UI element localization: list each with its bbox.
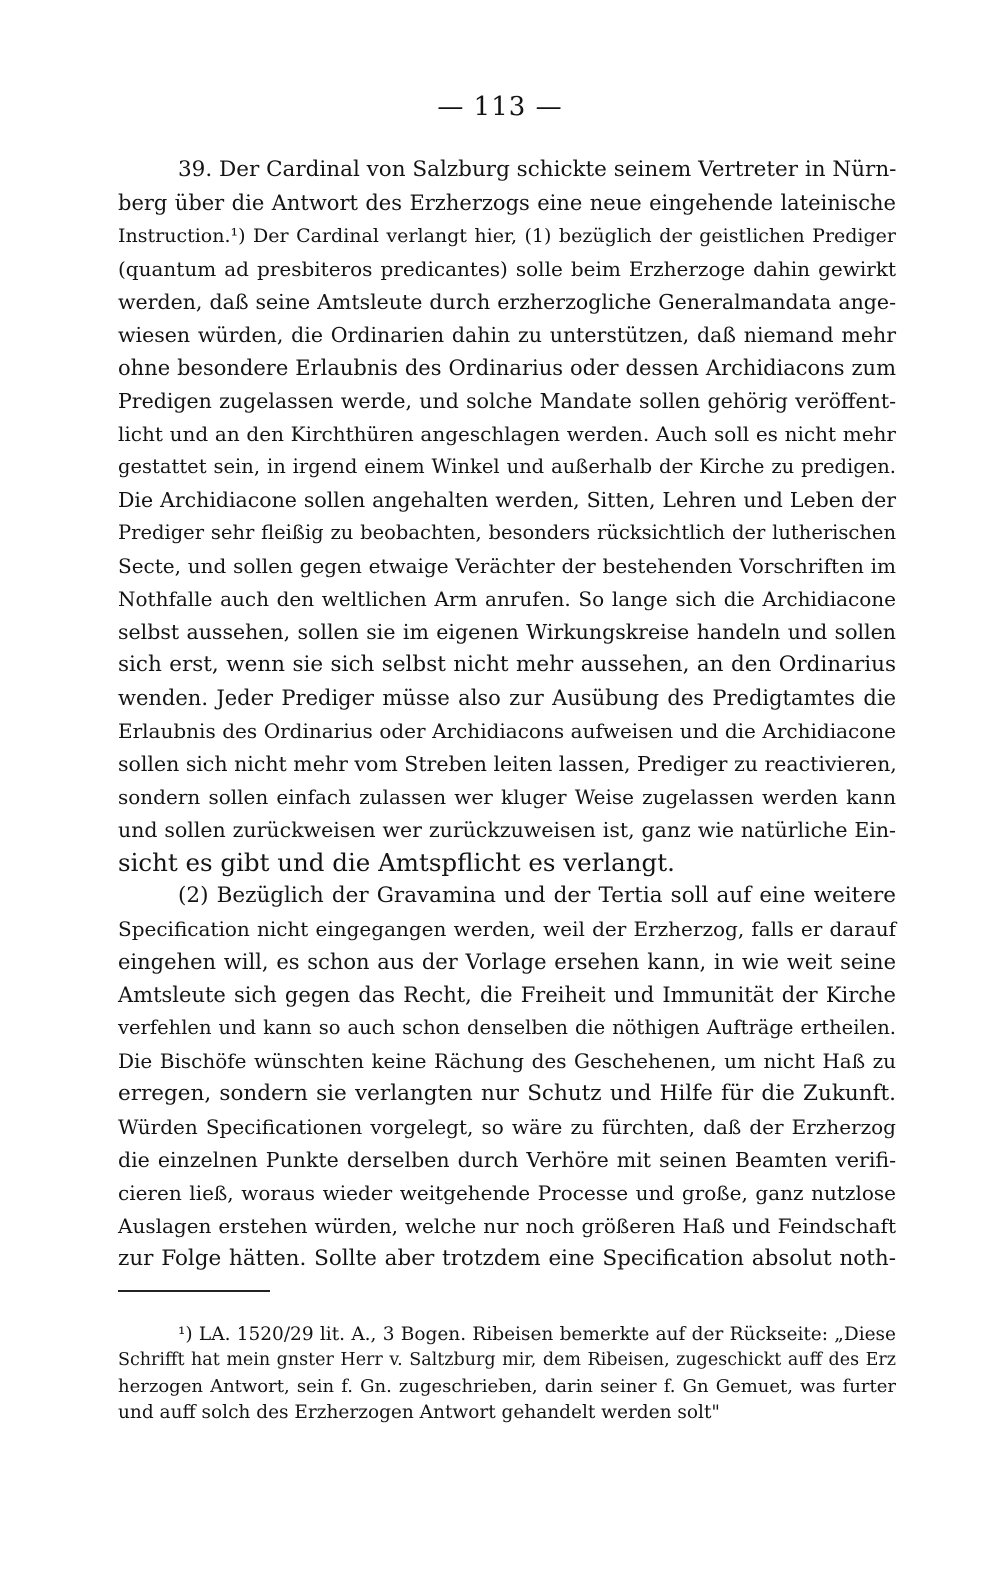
text-line: die einzelnen Punkte derselben durch Verhöre mit seinen Beamten verifi- xyxy=(118,1148,896,1172)
text-line: 39. Der Cardinal von Salzburg schickte seinem Vertreter in Nürn- xyxy=(178,157,897,182)
text-line: ohne besondere Erlaubnis des Ordinarius oder dessen Archidiacons zum xyxy=(118,356,896,380)
footnote-line: und auff solch des Erzherzogen Antwort gehandelt werden solt" xyxy=(118,1402,720,1423)
text-line: und sollen zurückweisen wer zurückzuweisen ist, ganz wie natürliche Ein- xyxy=(118,818,896,842)
text-line: Die Archidiacone sollen angehalten werden, Sitten, Lehren und Leben der xyxy=(118,488,896,512)
text-line: sich erst, wenn sie sich selbst nicht mehr aussehen, an den Ordinarius xyxy=(118,652,896,677)
text-line: Auslagen erstehen würden, welche nur noch größeren Haß und Feindschaft xyxy=(118,1214,896,1238)
text-line: Predigen zugelassen werde, und solche Mandate sollen gehörig veröffent- xyxy=(118,389,896,413)
page-number: — 113 — xyxy=(437,92,563,122)
text-line: verfehlen und kann so auch schon denselben die nöthigen Aufträge ertheilen. xyxy=(118,1016,896,1039)
footnote-line: herzogen Antwort, sein f. Gn. zugeschrieben, darin seiner f. Gn Gemuet, was furter xyxy=(118,1376,896,1397)
text-line: eingehen will, es schon aus der Vorlage ersehen kann, in wie weit seine xyxy=(118,950,896,974)
text-line: selbst aussehen, sollen sie im eigenen Wirkungskreise handeln und sollen xyxy=(118,620,896,644)
text-line: werden, daß seine Amtsleute durch erzherzogliche Generalmandata ange- xyxy=(118,290,896,314)
text-line: sicht es gibt und die Amtspflicht es verlangt. xyxy=(118,848,675,877)
text-line: licht und an den Kirchthüren angeschlagen werden. Auch soll es nicht mehr xyxy=(118,422,896,446)
text-line: zur Folge hätten. Sollte aber trotzdem eine Specification absolut noth- xyxy=(118,1246,896,1271)
text-line: gestattet sein, in irgend einem Winkel und außerhalb der Kirche zu predigen. xyxy=(118,455,896,478)
text-line: Würden Specificationen vorgelegt, so wäre zu fürchten, daß der Erzherzog xyxy=(118,1115,896,1139)
text-line: sondern sollen einfach zulassen wer kluger Weise zugelassen werden kann xyxy=(118,785,896,809)
text-line: (quantum ad presbiteros predicantes) solle beim Erzherzoge dahin gewirkt xyxy=(118,257,896,281)
text-line: wiesen würden, die Ordinarien dahin zu unterstützen, daß niemand mehr xyxy=(118,323,896,347)
text-line: Prediger sehr fleißig zu beobachten, besonders rücksichtlich der lutherischen xyxy=(118,521,896,544)
text-line: sollen sich nicht mehr vom Streben leiten lassen, Prediger zu reactivieren, xyxy=(118,752,897,776)
text-line: (2) Bezüglich der Gravamina und der Tertia soll auf eine weitere xyxy=(178,883,896,908)
text-line: Specification nicht eingegangen werden, weil der Erzherzog, falls er darauf xyxy=(118,917,896,941)
text-line: Erlaubnis des Ordinarius oder Archidiacons aufweisen und die Archidiacone xyxy=(118,719,896,743)
text-line: berg über die Antwort des Erzherzogs eine neue eingehende lateinische xyxy=(118,191,896,215)
text-line: Die Bischöfe wünschten keine Rächung des Geschehenen, um nicht Haß zu xyxy=(118,1049,896,1073)
footnote-separator xyxy=(118,1290,270,1292)
text-line: cieren ließ, woraus wieder weitgehende Processe und große, ganz nutzlose xyxy=(118,1181,896,1205)
footnote-line: ¹) LA. 1520/29 lit. A., 3 Bogen. Ribeisen bemerkte auf der Rückseite: „Diese xyxy=(178,1324,896,1345)
text-line: wenden. Jeder Prediger müsse also zur Ausübung des Predigtamtes die xyxy=(118,686,896,710)
text-line: Secte, und sollen gegen etwaige Verächter der bestehenden Vorschriften im xyxy=(118,554,896,578)
footnote-line: Schrifft hat mein gnster Herr v. Saltzburg mir, dem Ribeisen, zugeschickt auff des Erz xyxy=(118,1350,896,1370)
text-line: Nothfalle auch den weltlichen Arm anrufen. So lange sich die Archidiacone xyxy=(118,587,896,611)
text-line: Amtsleute sich gegen das Recht, die Freiheit und Immunität der Kirche xyxy=(118,983,896,1007)
text-line: Instruction.¹) Der Cardinal verlangt hier, (1) bezüglich der geistlichen Prediger xyxy=(118,225,896,247)
text-line: erregen, sondern sie verlangten nur Schutz und Hilfe für die Zukunft. xyxy=(118,1081,896,1106)
